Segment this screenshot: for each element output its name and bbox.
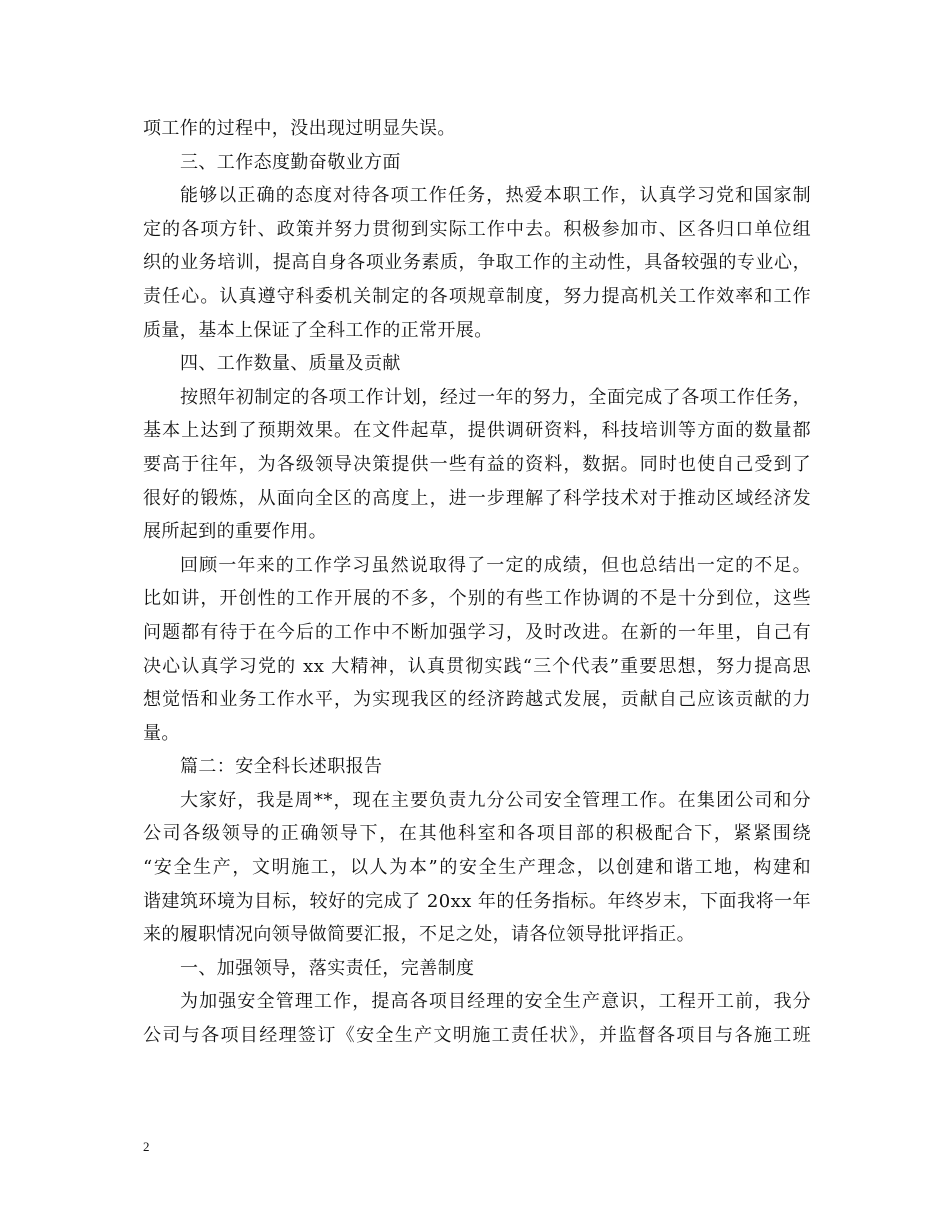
article-heading: 篇二：安全科长述职报告 <box>180 756 383 778</box>
paragraph-line: 回顾一年来的工作学习虽然说取得了一定的成绩，但也总结出一定的不足。 <box>180 554 811 576</box>
paragraph-line: 很好的锻炼，从面向全区的高度上，进一步理解了科学技术对于推动区域经济发 <box>143 487 811 509</box>
paragraph-line: 公司各级领导的正确领导下，在其他科室和各项目部的积极配合下，紧紧围绕 <box>143 823 811 845</box>
paragraph-line: 公司与各项目经理签订《安全生产文明施工责任状》，并监督各项目与各施工班 <box>143 1025 811 1047</box>
paragraph-line: 织的业务培训，提高自身各项业务素质，争取工作的主动性，具备较强的专业心， <box>143 252 811 274</box>
paragraph-line: 来的履职情况向领导做简要汇报，不足之处，请各位领导批评指正。 <box>143 924 695 946</box>
paragraph-line: 展所起到的重要作用。 <box>143 521 327 543</box>
paragraph-line: 基本上达到了预期效果。在文件起草，提供调研资料，科技培训等方面的数量都 <box>143 420 811 442</box>
paragraph-line: 项工作的过程中，没出现过明显失误。 <box>143 118 456 139</box>
paragraph-line: 为加强安全管理工作，提高各项目经理的安全生产意识，工程开工前，我分 <box>180 991 811 1013</box>
body-text <box>143 112 811 1053</box>
paragraph-line: 大家好，我是周**，现在主要负责九分公司安全管理工作。在集团公司和分 <box>180 789 811 811</box>
page-number: 2 <box>143 1139 150 1154</box>
section-heading: 一、加强领导，落实责任，完善制度 <box>180 957 475 979</box>
paragraph-line: 质量，基本上保证了全科工作的正常开展。 <box>143 319 493 341</box>
paragraph-line: “安全生产，文明施工，以人为本”的安全生产理念，以创建和谐工地，构建和 <box>143 857 811 879</box>
paragraph-line: 定的各项方针、政策并努力贯彻到实际工作中去。积极参加市、区各归口单位组 <box>143 218 811 240</box>
paragraph-line: 问题都有待于在今后的工作中不断加强学习，及时改进。在新的一年里，自己有 <box>143 621 811 643</box>
paragraph-line: 比如讲，开创性的工作开展的不多，个别的有些工作协调的不是十分到位，这些 <box>143 588 811 610</box>
section-heading: 四、工作数量、质量及贡献 <box>180 353 401 375</box>
paragraph-line: 决心认真学习党的 xx 大精神，认真贯彻实践“三个代表”重要思想，努力提高思 <box>143 655 811 677</box>
paragraph-line: 能够以正确的态度对待各项工作任务，热爱本职工作，认真学习党和国家制 <box>180 185 811 207</box>
paragraph-line: 想觉悟和业务工作水平，为实现我区的经济跨越式发展，贡献自己应该贡献的力 <box>143 689 811 711</box>
paragraph-line: 谐建筑环境为目标，较好的完成了 20xx 年的任务指标。年终岁末，下面我将一年 <box>143 890 811 912</box>
section-heading: 三、工作态度勤奋敬业方面 <box>180 151 401 173</box>
paragraph-line: 责任心。认真遵守科委机关制定的各项规章制度，努力提高机关工作效率和工作 <box>143 285 811 307</box>
paragraph-line: 要高于往年，为各级领导决策提供一些有益的资料，数据。同时也使自己受到了 <box>143 453 811 475</box>
paragraph-line: 按照年初制定的各项工作计划，经过一年的努力，全面完成了各项工作任务， <box>180 386 811 408</box>
paragraph-line: 量。 <box>143 722 180 744</box>
